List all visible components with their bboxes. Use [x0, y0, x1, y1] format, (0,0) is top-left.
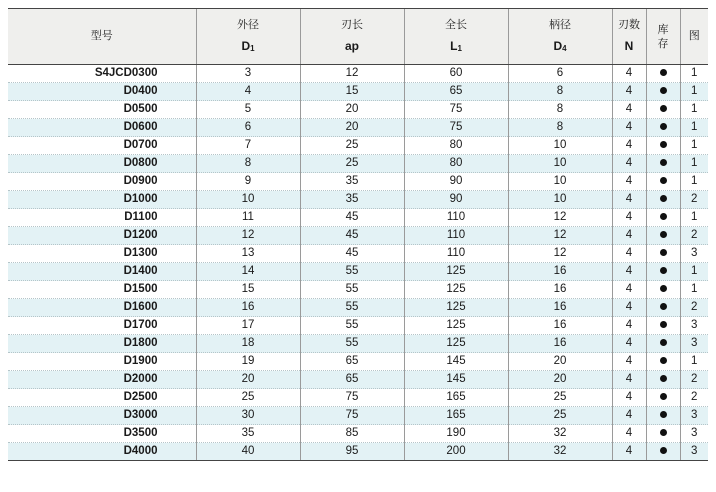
cell-n: 4 — [612, 299, 646, 317]
cell-d4: 6 — [508, 65, 612, 83]
cell-d4: 16 — [508, 335, 612, 353]
cell-model: D1300 — [8, 245, 196, 263]
cell-d1: 5 — [196, 101, 300, 119]
cell-l1: 125 — [404, 335, 508, 353]
in-stock-dot-icon — [660, 303, 667, 310]
table-row — [8, 299, 708, 317]
cell-l1: 145 — [404, 353, 508, 371]
cell-d1: 6 — [196, 119, 300, 137]
cell-d1: 9 — [196, 173, 300, 191]
cell-n: 4 — [612, 281, 646, 299]
in-stock-dot-icon — [660, 141, 667, 148]
cell-stock — [646, 371, 680, 389]
cell-fig: 1 — [680, 137, 708, 155]
cell-model: D0400 — [8, 83, 196, 101]
cell-ap: 55 — [300, 317, 404, 335]
table-row — [8, 425, 708, 443]
header-d1-label: 外径 — [237, 19, 259, 32]
cell-model: D0900 — [8, 173, 196, 191]
cell-n: 4 — [612, 155, 646, 173]
cell-n: 4 — [612, 119, 646, 137]
cell-stock — [646, 443, 680, 461]
header-l1-sym: L — [450, 38, 458, 53]
header-ap — [300, 9, 404, 65]
cell-n: 4 — [612, 65, 646, 83]
cell-stock — [646, 155, 680, 173]
header-l1 — [404, 9, 508, 65]
cell-fig: 3 — [680, 407, 708, 425]
cell-ap: 85 — [300, 425, 404, 443]
cell-d1: 8 — [196, 155, 300, 173]
in-stock-dot-icon — [660, 159, 667, 166]
cell-d4: 16 — [508, 299, 612, 317]
cell-fig: 3 — [680, 245, 708, 263]
cell-d1: 35 — [196, 425, 300, 443]
cell-n: 4 — [612, 101, 646, 119]
cell-fig: 3 — [680, 425, 708, 443]
header-d1 — [196, 9, 300, 65]
cell-n: 4 — [612, 335, 646, 353]
cell-d4: 10 — [508, 137, 612, 155]
header-d1-sym: D — [241, 38, 251, 53]
cell-ap: 55 — [300, 281, 404, 299]
cell-model: D2000 — [8, 371, 196, 389]
cell-l1: 125 — [404, 263, 508, 281]
cell-model: D1700 — [8, 317, 196, 335]
cell-d4: 20 — [508, 371, 612, 389]
header-model-label: 型号 — [90, 29, 113, 42]
cell-l1: 80 — [404, 155, 508, 173]
header-fig — [680, 9, 708, 65]
cell-n: 4 — [612, 191, 646, 209]
cell-model: D0500 — [8, 101, 196, 119]
cell-d1: 12 — [196, 227, 300, 245]
cell-ap: 45 — [300, 209, 404, 227]
header-ap-label: 刃长 — [341, 19, 363, 32]
cell-fig: 3 — [680, 317, 708, 335]
cell-fig: 2 — [680, 227, 708, 245]
cell-fig: 1 — [680, 209, 708, 227]
cell-n: 4 — [612, 389, 646, 407]
cell-stock — [646, 389, 680, 407]
cell-d1: 15 — [196, 281, 300, 299]
cell-model: D1000 — [8, 191, 196, 209]
cell-l1: 75 — [404, 119, 508, 137]
table-row — [8, 245, 708, 263]
in-stock-dot-icon — [660, 339, 667, 346]
cell-model: D4000 — [8, 443, 196, 461]
cell-d1: 18 — [196, 335, 300, 353]
cell-n: 4 — [612, 425, 646, 443]
cell-l1: 90 — [404, 191, 508, 209]
cell-n: 4 — [612, 83, 646, 101]
cell-model: D0600 — [8, 119, 196, 137]
cell-d4: 10 — [508, 173, 612, 191]
cell-d4: 8 — [508, 83, 612, 101]
in-stock-dot-icon — [660, 321, 667, 328]
cell-d4: 10 — [508, 191, 612, 209]
cell-d4: 16 — [508, 263, 612, 281]
cell-ap: 20 — [300, 101, 404, 119]
cell-stock — [646, 101, 680, 119]
header-stock-line2: 存 — [657, 37, 669, 50]
cell-ap: 55 — [300, 335, 404, 353]
cell-model: D1500 — [8, 281, 196, 299]
header-stock-line1: 库 — [657, 23, 669, 36]
header-model — [8, 9, 196, 65]
in-stock-dot-icon — [660, 357, 667, 364]
cell-ap: 55 — [300, 263, 404, 281]
cell-stock — [646, 137, 680, 155]
in-stock-dot-icon — [660, 411, 667, 418]
cell-n: 4 — [612, 317, 646, 335]
table-row — [8, 137, 708, 155]
cell-l1: 125 — [404, 317, 508, 335]
cell-fig: 1 — [680, 65, 708, 83]
header-stock — [646, 9, 680, 65]
in-stock-dot-icon — [660, 123, 667, 130]
header-l1-sub: 1 — [457, 43, 462, 53]
table-header — [8, 9, 708, 65]
cell-n: 4 — [612, 353, 646, 371]
header-n-label: 刃数 — [618, 19, 640, 32]
cell-model: D1600 — [8, 299, 196, 317]
cell-d4: 8 — [508, 119, 612, 137]
cell-n: 4 — [612, 245, 646, 263]
cell-n: 4 — [612, 173, 646, 191]
cell-n: 4 — [612, 209, 646, 227]
in-stock-dot-icon — [660, 393, 667, 400]
table-row — [8, 353, 708, 371]
cell-stock — [646, 281, 680, 299]
cell-stock — [646, 353, 680, 371]
table-row — [8, 281, 708, 299]
table-row — [8, 263, 708, 281]
cell-fig: 3 — [680, 443, 708, 461]
cell-stock — [646, 407, 680, 425]
table-row — [8, 119, 708, 137]
spec-table — [8, 8, 708, 461]
cell-l1: 145 — [404, 371, 508, 389]
cell-d1: 11 — [196, 209, 300, 227]
cell-l1: 110 — [404, 245, 508, 263]
cell-ap: 55 — [300, 299, 404, 317]
header-d4-sub: 4 — [562, 43, 567, 53]
in-stock-dot-icon — [660, 249, 667, 256]
in-stock-dot-icon — [660, 267, 667, 274]
cell-d1: 16 — [196, 299, 300, 317]
cell-n: 4 — [612, 443, 646, 461]
table-row — [8, 155, 708, 173]
header-d4 — [508, 9, 612, 65]
table-body — [8, 65, 708, 461]
cell-stock — [646, 299, 680, 317]
in-stock-dot-icon — [660, 447, 667, 454]
cell-n: 4 — [612, 137, 646, 155]
header-ap-symbol: ap — [344, 38, 359, 53]
table-row — [8, 335, 708, 353]
cell-d1: 19 — [196, 353, 300, 371]
cell-stock — [646, 263, 680, 281]
cell-l1: 165 — [404, 407, 508, 425]
cell-d4: 25 — [508, 407, 612, 425]
in-stock-dot-icon — [660, 177, 667, 184]
table-row — [8, 371, 708, 389]
cell-d4: 16 — [508, 281, 612, 299]
cell-l1: 110 — [404, 209, 508, 227]
cell-d4: 16 — [508, 317, 612, 335]
cell-l1: 125 — [404, 281, 508, 299]
table-row — [8, 209, 708, 227]
header-d4-sym: D — [553, 38, 563, 53]
cell-ap: 35 — [300, 173, 404, 191]
in-stock-dot-icon — [660, 375, 667, 382]
cell-stock — [646, 245, 680, 263]
header-n — [612, 9, 646, 65]
cell-fig: 1 — [680, 353, 708, 371]
cell-stock — [646, 335, 680, 353]
cell-ap: 35 — [300, 191, 404, 209]
cell-l1: 165 — [404, 389, 508, 407]
cell-d1: 4 — [196, 83, 300, 101]
cell-ap: 95 — [300, 443, 404, 461]
in-stock-dot-icon — [660, 69, 667, 76]
cell-l1: 80 — [404, 137, 508, 155]
cell-model: D1400 — [8, 263, 196, 281]
cell-ap: 75 — [300, 407, 404, 425]
cell-ap: 45 — [300, 245, 404, 263]
cell-d1: 25 — [196, 389, 300, 407]
cell-d4: 25 — [508, 389, 612, 407]
table-row — [8, 443, 708, 461]
cell-fig: 1 — [680, 281, 708, 299]
cell-stock — [646, 317, 680, 335]
cell-d4: 8 — [508, 101, 612, 119]
header-fig-label: 图 — [688, 29, 700, 42]
table-row — [8, 317, 708, 335]
cell-ap: 25 — [300, 155, 404, 173]
cell-model: D0700 — [8, 137, 196, 155]
cell-model: D3500 — [8, 425, 196, 443]
cell-ap: 25 — [300, 137, 404, 155]
cell-stock — [646, 209, 680, 227]
cell-model: D2500 — [8, 389, 196, 407]
in-stock-dot-icon — [660, 213, 667, 220]
in-stock-dot-icon — [660, 231, 667, 238]
header-d1-sub: 1 — [250, 43, 255, 53]
cell-d1: 40 — [196, 443, 300, 461]
cell-stock — [646, 191, 680, 209]
table-row — [8, 389, 708, 407]
cell-fig: 2 — [680, 389, 708, 407]
cell-stock — [646, 119, 680, 137]
table-row — [8, 407, 708, 425]
header-d4-label: 柄径 — [549, 19, 571, 32]
table-row — [8, 65, 708, 83]
cell-l1: 200 — [404, 443, 508, 461]
cell-d1: 10 — [196, 191, 300, 209]
cell-ap: 65 — [300, 353, 404, 371]
cell-fig: 1 — [680, 101, 708, 119]
cell-stock — [646, 65, 680, 83]
header-l1-symbol — [405, 39, 508, 54]
cell-l1: 190 — [404, 425, 508, 443]
cell-fig: 1 — [680, 173, 708, 191]
table-row — [8, 83, 708, 101]
header-d1-symbol — [197, 39, 300, 54]
cell-l1: 65 — [404, 83, 508, 101]
cell-model: D0800 — [8, 155, 196, 173]
cell-fig: 1 — [680, 83, 708, 101]
cell-fig: 1 — [680, 263, 708, 281]
cell-ap: 20 — [300, 119, 404, 137]
cell-ap: 12 — [300, 65, 404, 83]
cell-d4: 12 — [508, 227, 612, 245]
cell-fig: 3 — [680, 335, 708, 353]
cell-d4: 20 — [508, 353, 612, 371]
header-l1-label: 全长 — [445, 19, 467, 32]
cell-l1: 125 — [404, 299, 508, 317]
in-stock-dot-icon — [660, 105, 667, 112]
table-row — [8, 191, 708, 209]
cell-model: D1200 — [8, 227, 196, 245]
cell-d1: 17 — [196, 317, 300, 335]
cell-d1: 7 — [196, 137, 300, 155]
cell-d1: 30 — [196, 407, 300, 425]
cell-d1: 14 — [196, 263, 300, 281]
cell-ap: 45 — [300, 227, 404, 245]
cell-ap: 15 — [300, 83, 404, 101]
cell-ap: 75 — [300, 389, 404, 407]
cell-n: 4 — [612, 371, 646, 389]
cell-n: 4 — [612, 263, 646, 281]
cell-stock — [646, 425, 680, 443]
cell-n: 4 — [612, 407, 646, 425]
cell-d1: 20 — [196, 371, 300, 389]
table-row — [8, 101, 708, 119]
cell-fig: 1 — [680, 155, 708, 173]
cell-d4: 12 — [508, 209, 612, 227]
in-stock-dot-icon — [660, 429, 667, 436]
cell-l1: 110 — [404, 227, 508, 245]
cell-stock — [646, 173, 680, 191]
in-stock-dot-icon — [660, 285, 667, 292]
table-row — [8, 227, 708, 245]
cell-fig: 2 — [680, 371, 708, 389]
header-n-symbol: N — [624, 38, 634, 53]
cell-d4: 10 — [508, 155, 612, 173]
cell-d4: 32 — [508, 425, 612, 443]
cell-d4: 32 — [508, 443, 612, 461]
cell-fig: 1 — [680, 119, 708, 137]
cell-model: S4JCD0300 — [8, 65, 196, 83]
cell-stock — [646, 83, 680, 101]
cell-fig: 2 — [680, 299, 708, 317]
header-d4-symbol — [509, 39, 612, 54]
cell-model: D3000 — [8, 407, 196, 425]
in-stock-dot-icon — [660, 195, 667, 202]
cell-l1: 75 — [404, 101, 508, 119]
table-row — [8, 173, 708, 191]
cell-model: D1800 — [8, 335, 196, 353]
cell-stock — [646, 227, 680, 245]
cell-model: D1100 — [8, 209, 196, 227]
cell-l1: 90 — [404, 173, 508, 191]
cell-d4: 12 — [508, 245, 612, 263]
cell-d1: 13 — [196, 245, 300, 263]
cell-n: 4 — [612, 227, 646, 245]
cell-l1: 60 — [404, 65, 508, 83]
cell-d1: 3 — [196, 65, 300, 83]
cell-model: D1900 — [8, 353, 196, 371]
cell-fig: 2 — [680, 191, 708, 209]
cell-ap: 65 — [300, 371, 404, 389]
in-stock-dot-icon — [660, 87, 667, 94]
